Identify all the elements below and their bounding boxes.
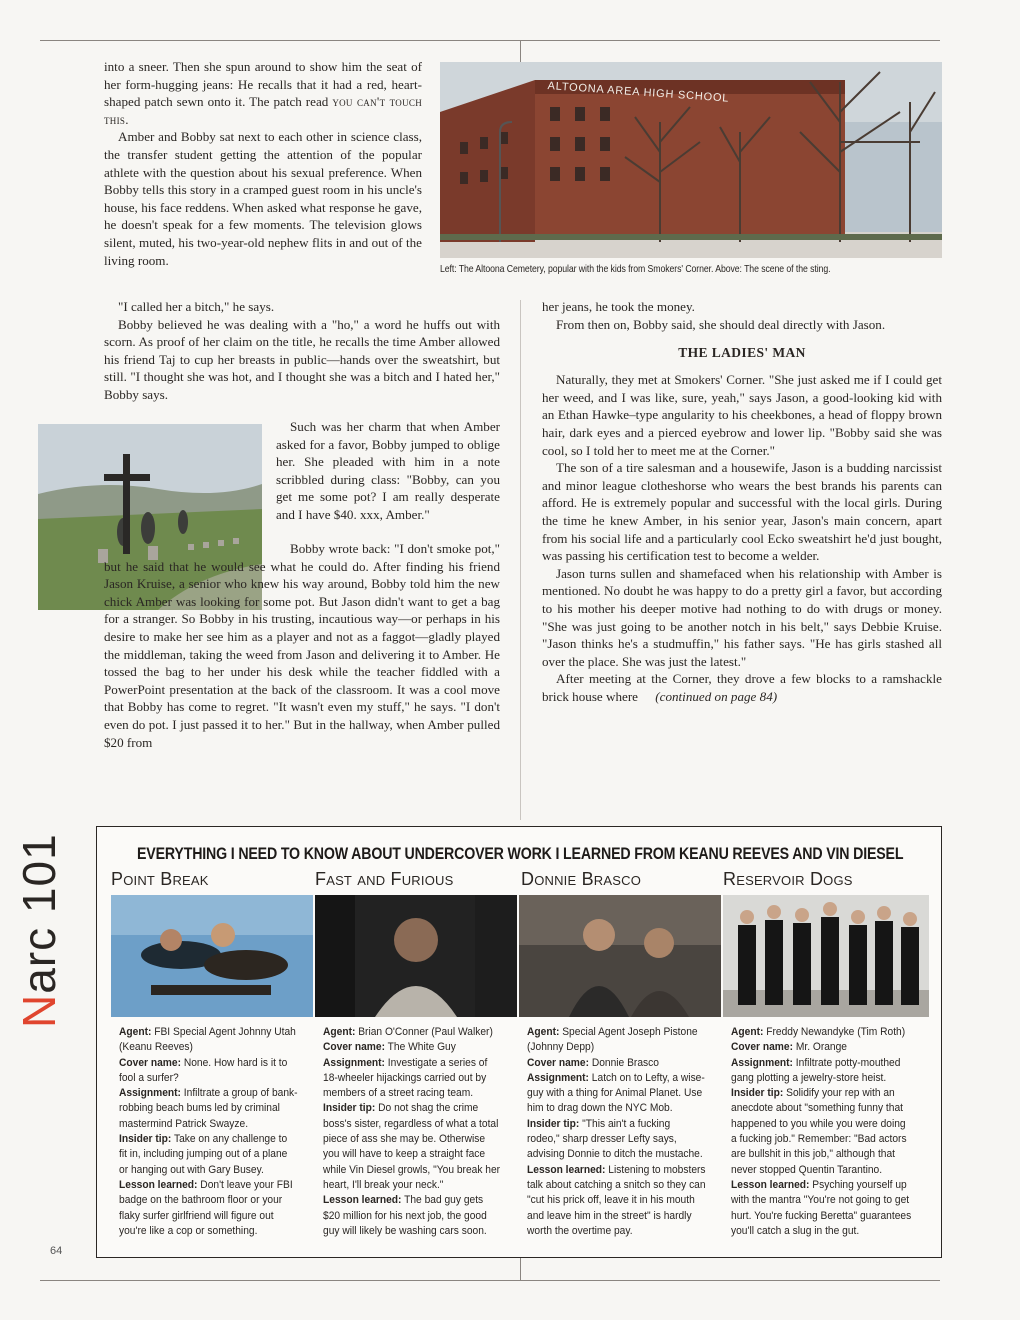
reservoir-dogs-still — [723, 895, 929, 1017]
paragraph: The son of a tire salesman and a housewife, Jason is a budding narcissist and minor league clotheshorse who wears the best brands his parents can afford. He is extremely popular and successful with the local girls. During the time he knew Amber, in his senior year, Jason's main concern, apart from his social life and a particularly cool Ecko sweatshirt he'd just bought, was passing his certification test to become a welder. — [542, 460, 942, 564]
article-column-1-bottom — [104, 540, 500, 751]
article-column-1-wrap — [276, 418, 500, 524]
continued-line: (continued on page 84) — [655, 688, 778, 704]
donnie-brasco-still — [519, 895, 721, 1017]
paragraph: Bobby wrote back: "I don't smoke pot," but he said that he would see what he could do. After finding his friend Jason Kruise, a senior who knew his way around, Bobby told him the new chick Amber was looking for some pot. But Jason didn't want to get a bag for a stranger. So Bobby in his trusting, incautious way—or perhaps in his desire to make her see him as a player and not as a faggot—gladly played the middleman, taking the weed from Jason and delivering it to Amber. He tossed the bag to her under his desk while the teacher fiddled with a PowerPoint presentation at the back of the classroom. It was a cool move that Bobby has come to regret. "It wasn't even my stuff," he says. "I don't even do pot. I just passed it to her." But in the hallway, when Amber pulled $20 from — [104, 541, 500, 750]
point-break-still — [111, 895, 313, 1017]
movie-title-fast-and-furious: Fast and Furious — [315, 869, 454, 889]
fast-and-furious-still — [315, 895, 517, 1017]
article-column-2 — [542, 298, 942, 705]
paragraph: After meeting at the Corner, they drove a few blocks to a ramshackle brick house where (continued on page 84) — [542, 671, 942, 704]
movie-title-reservoir-dogs: Reservoir Dogs — [723, 869, 853, 889]
movie-title-donnie-brasco: Donnie Brasco — [521, 869, 642, 889]
movie-entry-point-break: Agent: FBI Special Agent Johnny Utah (Keanu Reeves) Cover name: None. How hard is it to fool a surfer? Assignment: Infiltrate a group of bank-robbing beach bums led by criminal mastermind Patrick Swayze. Insider tip: Take on any challenge to fit in, including jumping out of a plane or hanging out with Gary Busey. Lesson learned: Don't leave your FBI badge on the bathroom floor or your flaky surfer girlfriend will figure out you're like a cop or something. — [119, 1026, 298, 1237]
movie-entry-donnie-brasco: Agent: Special Agent Joseph Pistone (Johnny Depp) Cover name: Donnie Brasco Assignment: Latch on to Lefty, a wise-guy with a thing for Animal Planet. Use him to drag down the NYC Mob. Insider tip: "This ain't a fucking rodeo," sharp dresser Lefty says, advising Donnie to ditch the mustache. Lesson learned: Listening to mobsters talk about catching a snitch so they can "cut his prick off, leave it in his mouth and leave him in the street" is hardly worth the overtime pay. — [527, 1026, 706, 1237]
column-divider — [520, 300, 521, 820]
photo-caption: Left: The Altoona Cemetery, popular with the kids from Smokers' Corner. Above: The scene of the sting. — [440, 264, 831, 275]
paragraph: Such was her charm that when Amber asked for a favor, Bobby jumped to oblige her. She pleaded with him in a note scribbled during class: "Bobby, can you get me some pot? I am really desperate and I have $40. xxx, Amber." — [276, 419, 500, 522]
movie-entry-reservoir-dogs: Agent: Freddy Newandyke (Tim Roth) Cover name: Mr. Orange Assignment: Infiltrate potty-mouthed gang plotting a jewelry-store heist. Insider tip: Solidify your rep with an anecdote about "something funny that happened to you while you were doing a fucking job." Remember: "Bad actors are bullshit in this job," although that never stopped Quentin Tarantino. Lesson learned: Psyching yourself up with the mantra "You're not going to get hurt. You're fucking Beretta" guarantees you'll catch a slug in the gut. — [731, 1026, 912, 1237]
sidebar-headline: EVERYTHING I NEED TO KNOW ABOUT UNDERCOVER WORK I LEARNED FROM KEANU REEVES AND VIN DIESEL — [137, 845, 904, 863]
school-sign: ALTOONA AREA HIGH SCHOOL — [547, 80, 730, 105]
bottom-center-tick — [520, 1258, 521, 1280]
paragraph: Amber and Bobby sat next to each other in science class, the transfer student getting the attention of the popular athlete with the question about his sexual preference. When Bobby tells this story in a cramped guest room in his uncle's house, his face reddens. When asked what response he gave, he doesn't speak for a few moments. The television glows silent, muted, his two-year-old nephew flits in and out of the living room. — [104, 129, 422, 268]
top-rule — [40, 40, 940, 41]
school-photo — [440, 62, 942, 258]
article-column-1-top — [104, 58, 422, 269]
page-number: 64 — [50, 1245, 63, 1257]
paragraph: her jeans, he took the money. — [542, 299, 695, 314]
movie-title-point-break: Point Break — [111, 869, 209, 889]
sidebar-box — [96, 826, 942, 1258]
section-subhead: THE LADIES' MAN — [678, 345, 806, 361]
top-center-tick — [520, 40, 521, 62]
paragraph: Naturally, they met at Smokers' Corner. "She just asked me if I could get her weed, and I was like, sure, yeah," says Jason, a good-looking kid with an Ethan Hawke–type angularity to his cheekbones, a head of floppy brown hair, dark eyes and a pierced eyebrow and lower lip. "Bobby said she was cool, so I told her to meet me at the Corner." — [542, 372, 942, 458]
paragraph: Jason turns sullen and shamefaced when his relationship with Amber is mentioned. No doubt he was happy to do a pretty girl a favor, but according to his mother his deeper motive had nothing to do with drugs or money. "She was just going to be another notch in his belt," says Debbie Kruise. "Jason thinks he's a studmuffin," his father says. "He has girls stashed all over the place. She was just the latest." — [542, 565, 942, 669]
article-column-1-middle — [104, 298, 500, 404]
paragraph: From then on, Bobby said, she should deal directly with Jason. — [556, 316, 886, 332]
movie-entry-fast-and-furious: Agent: Brian O'Conner (Paul Walker) Cover name: The White Guy Assignment: Investigate a series of 18-wheeler hijackings carried out by members of a street racing team. Insider tip: Do not shag the crime boss's sister, regardless of what a total piece of ass she may be. Otherwise you will have to keep a straight face while Vin Diesel growls, "You break her heart, I'll break your neck." Lesson learned: The bad guy gets $20 million for his next job, the good guy will likely be washing cars soon. — [323, 1026, 501, 1237]
sidebar-vertical-title: Narc 101 — [13, 833, 65, 1028]
paragraph: "I called her a bitch," he says. — [118, 299, 275, 314]
paragraph: Bobby believed he was dealing with a "ho," a word he huffs out with scorn. As proof of her claim on the title, he recalls the time Amber allowed his friend Taj to cup her breasts in public—hands over the sweatshirt, but still. "I thought she was hot, and I thought she was a bitch and I hated her," Bobby says. — [104, 316, 500, 402]
bottom-rule — [40, 1280, 940, 1281]
paragraph: into a sneer. Then she spun around to show him the seat of her form-hugging jeans: He recalls that it had a red, heart-shaped patch sewn onto it. The patch read you can't touch this. — [104, 59, 422, 127]
